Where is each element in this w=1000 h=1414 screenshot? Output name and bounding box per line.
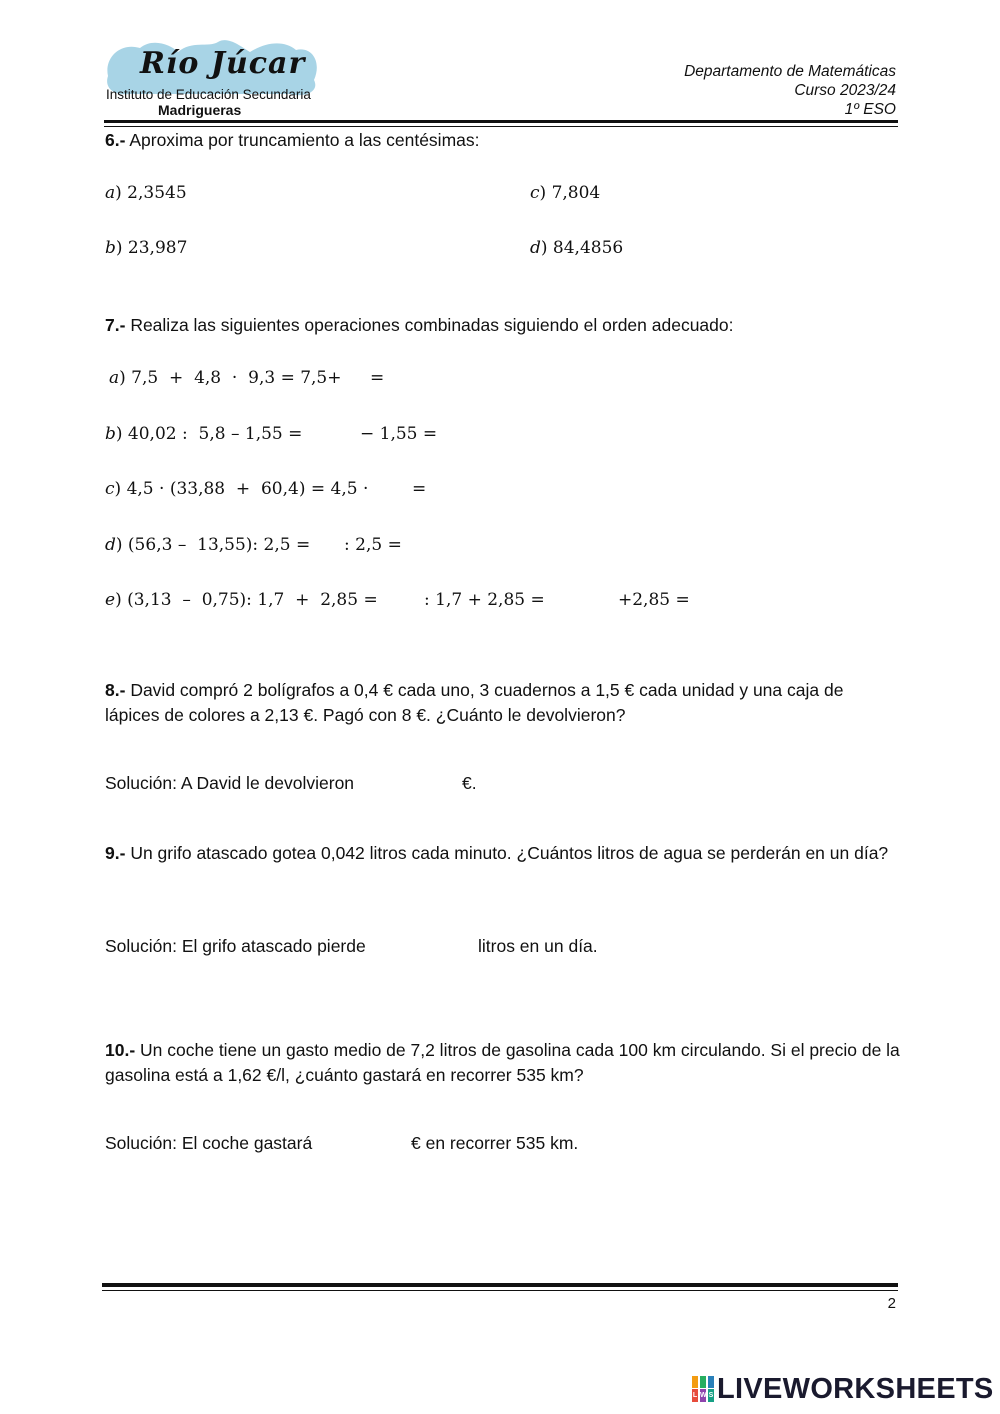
footer-rule-thick — [102, 1283, 898, 1287]
q8-solution-label: Solución: A David le devolvieron — [105, 773, 355, 793]
brand-letter-l: L — [692, 1389, 698, 1402]
q10-statement — [105, 1038, 900, 1088]
q7-e-answer-input-1[interactable] — [352, 591, 420, 611]
q7-a-letter: a — [109, 368, 120, 388]
q6-d-letter: d — [530, 238, 541, 258]
q7-a-eq: = — [370, 368, 385, 388]
q9-answer-input[interactable] — [388, 936, 472, 956]
q8-solution-unit: €. — [462, 773, 477, 793]
q7-c-expr — [105, 479, 368, 499]
q7-a-text: ) 7,5 + 4,8 · 9,3 = 7,5+ — [119, 368, 342, 388]
q6-a-value: ) 2,3545 — [115, 183, 187, 203]
liveworksheets-brand — [692, 1374, 992, 1406]
q6-a-letter: a — [105, 183, 116, 203]
q7-e-text: ) (3,13 – 0,75): 1,7 + 2,85 = — [115, 590, 378, 610]
logo-town: Madrigueras — [158, 102, 242, 118]
brand-letter-s: S — [708, 1389, 714, 1402]
q7-d-letter: d — [105, 535, 116, 555]
q7-d-answer-input[interactable] — [300, 536, 340, 556]
q7-b-mid: − 1,55 = — [360, 424, 438, 444]
q7-d-blank[interactable] — [300, 536, 340, 556]
q6-item-d — [530, 238, 623, 258]
page-number: 2 — [887, 1295, 896, 1312]
q9-answer-blank[interactable] — [388, 936, 472, 956]
logo-subtitle: Instituto de Educación Secundaria — [106, 87, 311, 102]
q9-number: 9.- — [105, 843, 126, 863]
q7-a-answer-input[interactable] — [322, 369, 366, 389]
q10-solution-label: Solución: El coche gastará — [105, 1133, 313, 1153]
q7-e-expr — [105, 590, 378, 610]
q7-text: Realiza las siguientes operaciones combinadas siguiendo el orden adecuado: — [130, 315, 734, 335]
level-label: 1º ESO — [844, 101, 896, 118]
q7-e-blank-2[interactable] — [540, 591, 614, 611]
q7-e-end: +2,85 = — [618, 590, 690, 610]
q6-prompt — [105, 128, 480, 153]
q10-answer-blank[interactable] — [330, 1133, 406, 1153]
q10-answer-input[interactable] — [330, 1133, 406, 1153]
q7-e-blank-1[interactable] — [352, 591, 420, 611]
q7-d-expr — [105, 535, 310, 555]
school-logo — [100, 36, 325, 122]
q7-prompt — [105, 313, 734, 338]
q6-item-c — [530, 183, 600, 203]
q8-statement — [105, 678, 900, 728]
q7-e-mid: : 1,7 + 2,85 = — [424, 590, 545, 610]
q7-c-blank[interactable] — [340, 480, 406, 500]
q8-number: 8.- — [105, 680, 126, 700]
q10-number: 10.- — [105, 1040, 136, 1060]
q7-d-mid: : 2,5 = — [344, 535, 402, 555]
q6-d-value: ) 84,4856 — [540, 238, 624, 258]
q10-solution-unit: € en recorrer 535 km. — [411, 1133, 579, 1153]
q8-text: David compró 2 bolígrafos a 0,4 € cada uno, 3 cuadernos a 1,5 € cada unidad y una caja de lápices de colores a 2,13 €. Pagó con 8 €. ¿Cuánto le devolvieron? — [105, 680, 844, 725]
q7-c-answer-input[interactable] — [340, 480, 406, 500]
q6-item-a — [105, 183, 187, 203]
q8-answer-input[interactable] — [376, 773, 456, 793]
q7-c-eq: = — [412, 479, 427, 499]
q7-b-letter: b — [105, 424, 116, 444]
q6-number: 6.- — [105, 130, 126, 150]
brand-mark-icon — [692, 1376, 714, 1402]
q7-c-letter: c — [105, 479, 115, 499]
q9-statement — [105, 841, 900, 866]
q7-a-blank[interactable] — [322, 369, 366, 389]
q7-number: 7.- — [105, 315, 126, 335]
course-label: Curso 2023/24 — [794, 82, 896, 99]
q6-b-value: ) 23,987 — [115, 238, 188, 258]
q7-e-letter: e — [105, 590, 116, 610]
q9-solution-unit: litros en un día. — [478, 936, 598, 956]
q7-c-text: ) 4,5 · (33,88 + 60,4) = 4,5 · — [114, 479, 369, 499]
q6-item-b — [105, 238, 187, 258]
q7-b-text: ) 40,02 : 5,8 – 1,55 = — [115, 424, 303, 444]
brand-letter-w: W — [700, 1389, 706, 1402]
q6-b-letter: b — [105, 238, 116, 258]
q7-b-expr — [105, 424, 302, 444]
q6-text: Aproxima por truncamiento a las centésimas: — [129, 130, 480, 150]
q9-text: Un grifo atascado gotea 0,042 litros cada minuto. ¿Cuántos litros de agua se perderán en un día? — [130, 843, 889, 863]
q7-a-expr — [109, 368, 342, 388]
header-rule-thin — [104, 126, 898, 127]
q9-solution-label: Solución: El grifo atascado pierde — [105, 936, 366, 956]
q7-e-answer-input-2[interactable] — [540, 591, 614, 611]
header-rule-thick — [104, 120, 898, 123]
footer-rule-thin — [102, 1290, 898, 1291]
department-label: Departamento de Matemáticas — [684, 63, 896, 80]
q7-b-blank-1[interactable] — [294, 425, 354, 445]
logo-title: Río Júcar — [140, 46, 306, 81]
q10-text: Un coche tiene un gasto medio de 7,2 litros de gasolina cada 100 km circulando. Si el precio de la gasolina está a 1,62 €/l, ¿cuánto gastará en recorrer 535 km? — [105, 1040, 900, 1085]
q6-c-value: ) 7,804 — [539, 183, 601, 203]
q6-c-letter: c — [530, 183, 540, 203]
q7-b-answer-input-1[interactable] — [294, 425, 354, 445]
q8-answer-blank[interactable] — [376, 773, 456, 793]
q7-d-text: ) (56,3 – 13,55): 2,5 = — [115, 535, 311, 555]
brand-wordmark: LIVEWORKSHEETS — [717, 1373, 994, 1405]
